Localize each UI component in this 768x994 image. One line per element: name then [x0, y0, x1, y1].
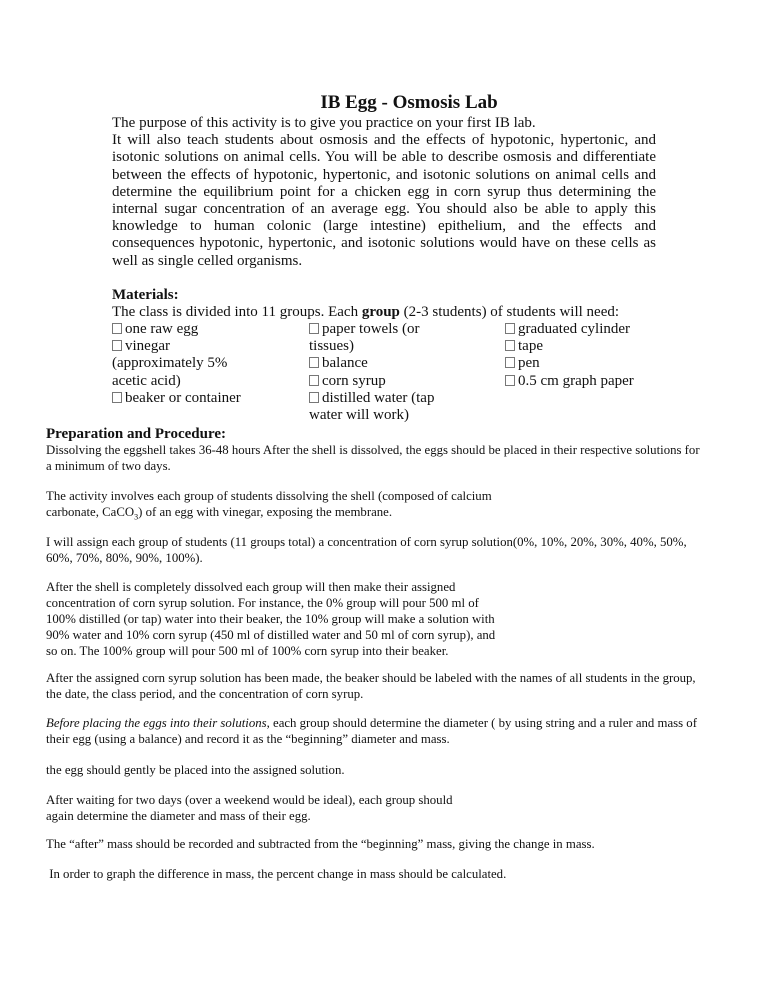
materials-column-2 [309, 321, 499, 424]
procedure-paragraph-2 [46, 488, 726, 526]
checkbox-icon [112, 340, 122, 351]
procedure-paragraph-6 [46, 715, 726, 747]
text-line: I will assign each group of students (11 groups total) a concentration of corn syrup solution(0%, 10%, 20%, 30%, 40%, 50%, [46, 535, 687, 549]
material-item-cont: tissues) [309, 338, 354, 355]
checkbox-icon [112, 392, 122, 403]
material-item-cont: acetic acid) [112, 372, 181, 389]
material-label: balance [322, 355, 368, 372]
checkbox-icon [309, 392, 319, 403]
text-line: the date, the class period, and the concentration of corn syrup. [46, 687, 364, 701]
material-label: paper towels (or [322, 321, 420, 337]
subscript: 3 [134, 512, 139, 522]
text-line: so on. The 100% group will pour 500 ml of 100% corn syrup into their beaker. [46, 644, 449, 658]
materials-intro-text: The class is divided into 11 groups. Each [112, 304, 362, 320]
page-title: IB Egg - Osmosis Lab [320, 92, 498, 113]
material-label: vinegar [125, 338, 170, 355]
material-label: graduated cylinder [518, 321, 631, 337]
text-line: After waiting for two days (over a weekend would be ideal), each group should [46, 793, 453, 807]
material-label: one raw egg [125, 321, 199, 337]
checkbox-icon [309, 375, 319, 386]
procedure-paragraph-7: the egg should gently be placed into the assigned solution. [46, 763, 345, 777]
procedure-paragraph-10: In order to graph the difference in mass, the percent change in mass should be calculated. [46, 867, 507, 881]
material-item-cont: (approximately 5% [112, 355, 228, 372]
material-item [309, 355, 499, 372]
materials-column-1 [112, 321, 302, 407]
text-line: a minimum of two days. [46, 459, 171, 473]
materials-intro-bold: group [361, 304, 400, 320]
material-label: corn syrup [322, 372, 386, 389]
text-span: , each group should determine the diameter ( by using string and a ruler and mass of [266, 716, 697, 730]
text-line: The activity involves each group of students dissolving the shell (composed of calcium [46, 489, 492, 503]
procedure-heading: Preparation and Procedure: [46, 426, 226, 442]
materials-intro [112, 304, 619, 321]
material-label: pen [518, 355, 540, 372]
procedure-paragraph-9: The “after” mass should be recorded and subtracted from the “beginning” mass, giving the change in mass. [46, 837, 595, 851]
checkbox-icon [112, 323, 122, 334]
text-line: their egg (using a balance) and record it as the “beginning” diameter and mass. [46, 732, 450, 746]
text-span: ) of an egg with vinegar, exposing the membrane. [138, 505, 393, 519]
procedure-paragraph-4 [46, 579, 726, 659]
checkbox-icon [505, 375, 515, 386]
text-line [46, 715, 726, 731]
text-line: 100% distilled (or tap) water into their beaker, the 10% group will make a solution with [46, 612, 495, 626]
text-line: again determine the diameter and mass of their egg. [46, 809, 311, 823]
intro-section [112, 115, 656, 270]
material-item-cont: water will work) [309, 407, 409, 424]
procedure-paragraph-5 [46, 670, 726, 702]
checkbox-icon [505, 323, 515, 334]
material-item [505, 321, 705, 338]
materials-heading: Materials: [112, 287, 179, 303]
materials-column-3 [505, 321, 705, 390]
material-item [309, 390, 499, 407]
procedure-paragraph-8 [46, 792, 726, 824]
intro-paragraph: It will also teach students about osmosis and the effects of hypotonic, hypertonic, and isotonic solutions on animal cells. You will be able to describe osmosis and differentiate between the effects of hypotonic, hypertonic, and isotonic solutions on animal cells and determine the equilibrium point for a chicken egg in corn syrup thus determining the internal sugar concentration of an average egg. You should also be able to apply this knowledge to human colonic (large intestine) epithelium, and the effects and consequences hypotonic, hypertonic, and isotonic solutions would have on these cells as well as single celled organisms. [112, 132, 656, 269]
material-item [505, 338, 705, 355]
material-item [112, 390, 302, 407]
material-label: distilled water (tap [322, 389, 435, 406]
text-line: 60%, 70%, 80%, 90%, 100%). [46, 551, 203, 565]
checkbox-icon [309, 357, 319, 368]
intro-line: The purpose of this activity is to give you practice on your first IB lab. [112, 115, 536, 131]
material-item [309, 373, 499, 390]
material-label: 0.5 cm graph paper [518, 372, 634, 389]
text-line: concentration of corn syrup solution. For instance, the 0% group will pour 500 ml of [46, 596, 479, 610]
material-item [505, 373, 705, 390]
procedure-paragraph-1 [46, 442, 726, 474]
procedure-paragraph-3 [46, 534, 726, 566]
checkbox-icon [505, 340, 515, 351]
checkbox-icon [309, 323, 319, 334]
text-line: After the assigned corn syrup solution has been made, the beaker should be labeled with the names of all students in the group, [46, 671, 696, 685]
material-label: tape [518, 338, 543, 355]
material-item [505, 355, 705, 372]
material-label: beaker or container [125, 389, 241, 406]
italic-text: Before placing the eggs into their solutions [46, 716, 267, 730]
material-item [309, 321, 499, 338]
checkbox-icon [505, 357, 515, 368]
materials-intro-text-end: (2-3 students) of students will need: [399, 304, 620, 320]
text-line: 90% water and 10% corn syrup (450 ml of distilled water and 50 ml of corn syrup), and [46, 628, 496, 642]
text-line: After the shell is completely dissolved each group will then make their assigned [46, 580, 456, 594]
material-item [112, 321, 302, 338]
text-line [46, 504, 726, 526]
text-line: Dissolving the eggshell takes 36-48 hours After the shell is dissolved, the eggs should be placed in their respective solutions for [46, 443, 700, 457]
material-item [112, 338, 302, 355]
text-span: carbonate, CaCO [46, 505, 135, 519]
